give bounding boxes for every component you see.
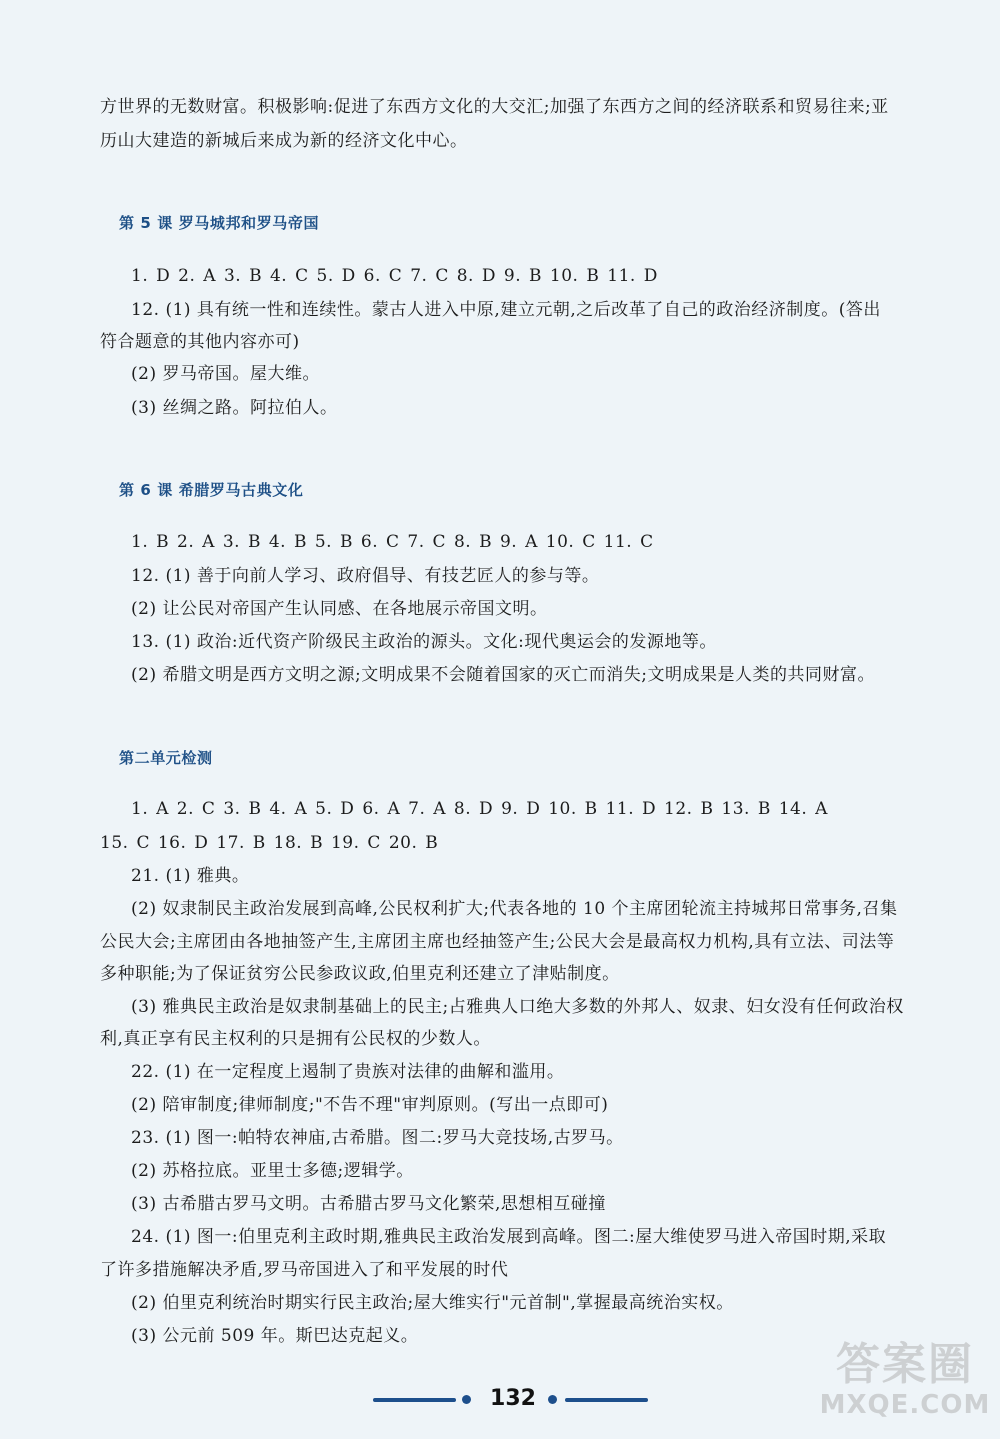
unit-2-q21-part2-line1: (2) 奴隶制民主政治发展到高峰,公民权利扩大;代表各地的 10 个主席团轮流主持城邦日常事务,召集	[131, 899, 898, 919]
unit-2-test-heading: 第二单元检测	[119, 749, 213, 767]
unit-2-q24-part2: (2) 伯里克利统治时期实行民主政治;屋大维实行"元首制",掌握最高统治实权。	[131, 1293, 734, 1313]
unit-2-choice-answers-line1: 1. A 2. C 3. B 4. A 5. D 6. A 7. A 8. D 9. D 10. B 11. D 12. B 13. B 14. A	[131, 799, 828, 819]
unit-2-q23-part2: (2) 苏格拉底。亚里士多德;逻辑学。	[131, 1161, 414, 1181]
watermark-logo-text: 答案圈	[836, 1339, 974, 1390]
unit-2-q22-part2: (2) 陪审制度;律师制度;"不告不理"审判原则。(写出一点即可)	[131, 1095, 609, 1115]
lesson-5-q12-part2: (2) 罗马帝国。屋大维。	[131, 364, 320, 384]
footer-rule-right	[565, 1398, 648, 1402]
unit-2-q21-part2-line2: 公民大会;主席团由各地抽签产生,主席团主席也经抽签产生;公民大会是最高权力机构,具有立法、司法等	[100, 932, 895, 952]
watermark	[815, 1328, 995, 1438]
lesson-5-q12-part1-line1: 12. (1) 具有统一性和连续性。蒙古人进入中原,建立元朝,之后改革了自己的政治经济制度。(答出	[131, 300, 881, 320]
lesson-6-heading: 第 6 课 希腊罗马古典文化	[119, 481, 304, 499]
lesson-6-q13-part2: (2) 希腊文明是西方文明之源;文明成果不会随着国家的灭亡而消失;文明成果是人类的共同财富。	[131, 665, 875, 685]
lesson-6-q12-part2: (2) 让公民对帝国产生认同感、在各地展示帝国文明。	[131, 599, 548, 619]
unit-2-q24-part1-line2: 了许多措施解决矛盾,罗马帝国进入了和平发展的时代	[100, 1260, 509, 1280]
lesson-6-q12-part1: 12. (1) 善于向前人学习、政府倡导、有技艺匠人的参与等。	[131, 566, 600, 586]
lesson-5-choice-answers: 1. D 2. A 3. B 4. C 5. D 6. C 7. C 8. D 9. B 10. B 11. D	[131, 266, 658, 286]
intro-line-2: 历山大建造的新城后来成为新的经济文化中心。	[100, 131, 468, 151]
lesson-6-q13-part1: 13. (1) 政治:近代资产阶级民主政治的源头。文化:现代奥运会的发源地等。	[131, 632, 717, 652]
footer-dot-left	[462, 1395, 471, 1404]
unit-2-q23-part3: (3) 古希腊古罗马文明。古希腊古罗马文化繁荣,思想相互碰撞	[131, 1194, 606, 1214]
footer-rule-left	[373, 1398, 456, 1402]
unit-2-q21-part3-line1: (3) 雅典民主政治是奴隶制基础上的民主;占雅典人口绝大多数的外邦人、奴隶、妇女没有任何政治权	[131, 997, 904, 1017]
unit-2-q24-part3: (3) 公元前 509 年。斯巴达克起义。	[131, 1326, 419, 1346]
page-number: 132	[490, 1386, 536, 1411]
lesson-5-q12-part1-line2: 符合题意的其他内容亦可)	[100, 332, 300, 352]
unit-2-q24-part1-line1: 24. (1) 图一:伯里克利主政时期,雅典民主政治发展到高峰。图二:屋大维使罗马进入帝国时期,采取	[131, 1227, 887, 1247]
unit-2-q21-part1: 21. (1) 雅典。	[131, 866, 250, 886]
lesson-5-q12-part3: (3) 丝绸之路。阿拉伯人。	[131, 398, 338, 418]
unit-2-choice-answers-line2: 15. C 16. D 17. B 18. B 19. C 20. B	[100, 833, 439, 853]
unit-2-q22-part1: 22. (1) 在一定程度上遏制了贵族对法律的曲解和滥用。	[131, 1062, 565, 1082]
unit-2-q21-part3-line2: 利,真正享有民主权利的只是拥有公民权的少数人。	[100, 1029, 491, 1049]
intro-line-1: 方世界的无数财富。积极影响:促进了东西方文化的大交汇;加强了东西方之间的经济联系和贸易往来;亚	[100, 97, 889, 117]
lesson-5-heading: 第 5 课 罗马城邦和罗马帝国	[119, 214, 320, 232]
watermark-url: MXQE.COM	[819, 1390, 991, 1420]
lesson-6-choice-answers: 1. B 2. A 3. B 4. B 5. B 6. C 7. C 8. B 9. A 10. C 11. C	[131, 532, 654, 552]
unit-2-q21-part2-line3: 多种职能;为了保证贫穷公民参政议政,伯里克利还建立了津贴制度。	[100, 964, 620, 984]
unit-2-q23-part1: 23. (1) 图一:帕特农神庙,古希腊。图二:罗马大竞技场,古罗马。	[131, 1128, 624, 1148]
footer-dot-right	[548, 1395, 557, 1404]
